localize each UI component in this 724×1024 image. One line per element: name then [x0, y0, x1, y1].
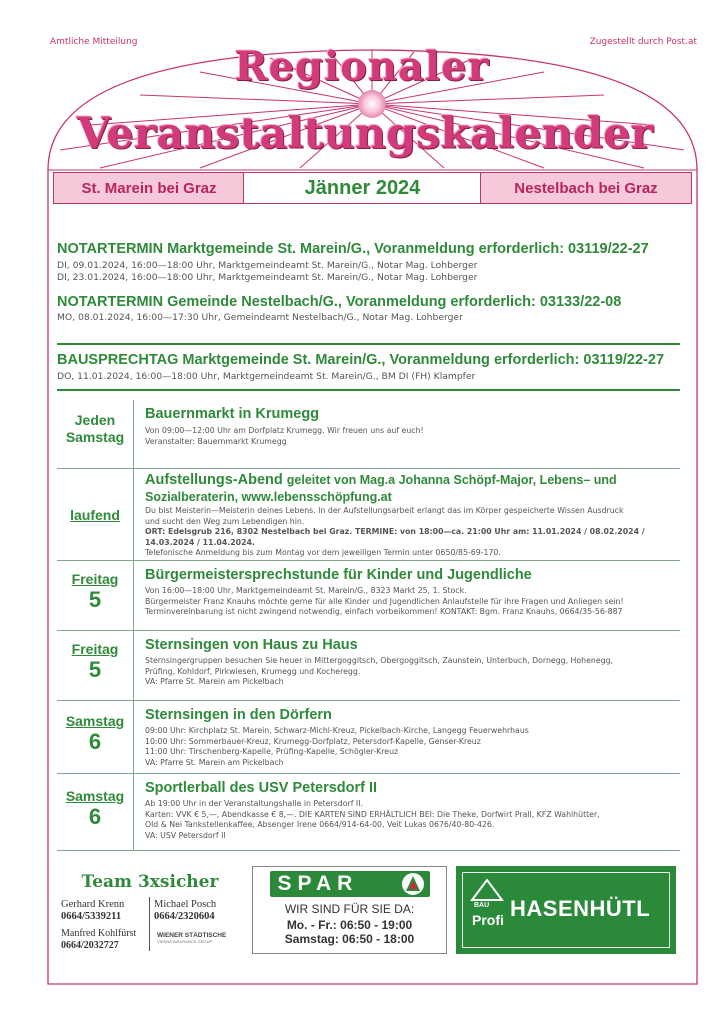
notar-heading-1: NOTARTERMIN Marktgemeinde St. Marein/G., Voranmeldung erforderlich: 03119/22-27 — [57, 241, 649, 257]
spar-tree-icon — [402, 873, 424, 895]
event-day-number: 6 — [88, 729, 102, 754]
spar-line3: Samstag: 06:50 - 18:00 — [284, 932, 415, 946]
event-day-number: 6 — [88, 804, 102, 829]
team-3xsicher-ad — [57, 866, 243, 954]
event-line: Ab 19:00 Uhr in der Veranstaltungshalle in Petersdorf II. — [145, 799, 364, 808]
divider — [57, 343, 680, 345]
team-p3-name: Manfred Kohlfürst — [61, 928, 137, 939]
event-title: Sternsingen in den Dörfern — [145, 707, 332, 723]
event-day-number: 5 — [88, 657, 102, 682]
event-line: VA: USV Petersdorf II — [145, 830, 226, 840]
event-line: und sucht den Weg zum Lebendigen hin. — [145, 516, 305, 526]
event-line: Telefonische Anmeldung bis zum Montag vor dem jeweiligen Termin unter 0650/85-69-170. — [145, 548, 501, 558]
team-p2-phone: 0664/2320604 — [154, 911, 215, 922]
spar-line2: Mo. - Fr.: 06:50 - 19:00 — [286, 918, 413, 932]
event-title: Bürgermeistersprechstunde für Kinder und Jugendliche — [145, 567, 532, 583]
event-line: Von 16:00—18:00 Uhr, Marktgemeindeamt St. Marein/G., 8323 Markt 25, 1. Stock. — [145, 586, 467, 595]
event-line: Sternsingergruppen besuchen Sie heuer in Mittergoggitsch, Obergoggitsch, Zaunstein, Unterbuch, Dornegg, Hohenegg, — [145, 656, 614, 665]
notar-line-1b: DI, 23.01.2024, 16:00—18:00 Uhr, Marktgemeindeamt St. Marein/G., Notar Mag. Lohberger — [57, 272, 478, 283]
event-row — [57, 700, 680, 774]
notar-line-1a: DI, 09.01.2024, 16:00—18:00 Uhr, Marktgemeindeamt St. Marein/G., Notar Mag. Lohberger — [57, 260, 478, 271]
bauprofi-logo — [470, 878, 504, 940]
event-day-number: 5 — [88, 587, 102, 612]
bauprofi-roof-icon — [470, 878, 504, 940]
event-day: laufend — [70, 507, 120, 523]
hasenhuetl-name: HASENHÜTL — [510, 896, 651, 921]
event-line: Karten: VVK € 5,—, Abendkasse € 8,—. DIE KARTEN SIND ERHÄLTLICH BEI: Die Theke, Dorfwirt Prall, KFZ Wahlhütter, — [145, 809, 600, 819]
event-line: 10:00 Uhr: Sommerbauer-Kreuz, Krumegg-Dorfplatz, Petersdorf-Kapelle, Genser-Kreuz — [145, 736, 481, 746]
event-date — [57, 561, 134, 631]
event-line: 14.03.2024 / 11.04.2024. — [145, 537, 255, 547]
insurer-name: WIENER STÄDTISCHE — [157, 932, 227, 939]
bausprechtag-heading: BAUSPRECHTAG Marktgemeinde St. Marein/G., Voranmeldung erforderlich: 03119/22-27 — [57, 352, 665, 368]
event-row — [57, 400, 680, 468]
hasenhuetl-ad — [456, 866, 676, 954]
delivery-note-label: Zugestellt durch Post.at — [589, 37, 697, 47]
team-title: Team 3xsicher — [81, 872, 219, 892]
team-p2-name: Michael Posch — [154, 899, 217, 910]
event-day: Freitag — [71, 641, 119, 657]
title-line1: Regionaler — [234, 43, 490, 90]
event-line: Veranstalter: Bauernmarkt Krumegg — [145, 436, 287, 446]
event-title-sub: geleitet von Mag.a Johanna Schöpf-Major, Lebens– und — [286, 473, 617, 487]
notar-heading-2: NOTARTERMIN Gemeinde Nestelbach/G., Voranmeldung erforderlich: 03133/22-08 — [57, 294, 622, 310]
spar-logo-text: SPAR — [277, 872, 359, 895]
event-date — [57, 774, 134, 850]
event-title: Aufstellungs-Abend — [145, 472, 283, 488]
event-day: Samstag — [65, 713, 125, 729]
team-p3-phone: 0664/2032727 — [61, 940, 119, 951]
event-date — [57, 469, 134, 561]
event-row — [57, 773, 680, 851]
spar-logo — [270, 871, 430, 897]
event-day: Freitag — [71, 571, 119, 587]
event-row — [57, 630, 680, 701]
insurer-sub: VIENNA INSURANCE GROUP — [157, 939, 213, 944]
event-line: 09:00 Uhr: Kirchplatz St. Marein, Schwarz-Michl-Kreuz, Pickelbach-Kirche, Langegg Feuerwehrhaus — [145, 726, 529, 735]
event-date — [57, 631, 134, 701]
event-line: ORT: Edelsgrub 216, 8302 Nestelbach bei Graz. TERMINE: von 18:00—ca. 21:00 Uhr am: 11.01.2024 / 08.02.2024 / — [145, 527, 645, 537]
event-line: VA: Pfarre St. Marein am Pickelbach — [145, 677, 284, 687]
event-title-line2: Sozialberaterin, www.lebensschöpfung.at — [145, 490, 392, 504]
spar-line1: WIR SIND FÜR SIE DA: — [284, 902, 415, 916]
event-title: Sternsingen von Haus zu Haus — [145, 637, 358, 653]
bauprofi-top: BAU — [474, 902, 490, 909]
banner-nestelbach: Nestelbach bei Graz — [480, 172, 692, 204]
event-line: 11:00 Uhr: Tirschenberg-Kapelle, Prüfing-Kapelle, Schögler-Kreuz — [145, 747, 399, 757]
bauprofi-text: Profi — [472, 912, 504, 928]
event-row — [57, 560, 680, 631]
event-line: Terminvereinbarung ist nicht zwingend notwendig, einfach vorbeikommen! KONTAKT: Bgm. Franz Knauhs, 0664/35-56-887 — [145, 607, 623, 617]
official-notice-label: Amtliche Mitteilung — [50, 37, 138, 47]
event-date — [57, 701, 134, 774]
banner-month: Jänner 2024 — [243, 172, 482, 204]
banner-st-marein: St. Marein bei Graz — [53, 172, 245, 204]
event-line: Du bist Meisterin—Meisterin deines Lebens. In der Aufstellungsarbeit erlangt das im Körper gespeicherte Wissen Ausdruck — [145, 506, 624, 515]
event-line: Von 09:00—12:00 Uhr am Dorfplatz Krumegg. Wir freuen uns auf euch! — [145, 426, 424, 435]
event-line: Bürgermeister Franz Knauhs möchte gerne für alle Kinder und Jugendlichen Anlaufstelle für ihre Fragen und Anliegen sein! — [145, 596, 624, 606]
event-day: Jeden Samstag — [65, 412, 125, 445]
event-line: Prüfing, Kohldorf, Pirkwiesen, Krumegg und Kocheregg. — [145, 666, 361, 676]
notar-line-2a: MO, 08.01.2024, 16:00—17:30 Uhr, Gemeindeamt Nestelbach/G., Notar Mag. Lohberger — [57, 312, 463, 323]
event-line: Old & Nei Tankstellenkaffee, Absenger Irene 0664/914-64-00, Veit Lukas 0676/40-80-426. — [145, 820, 495, 830]
event-day: Samstag — [65, 788, 125, 804]
event-title: Bauernmarkt in Krumegg — [145, 406, 320, 422]
event-title: Sportlerball des USV Petersdorf II — [145, 780, 378, 796]
team-p1-phone: 0664/5339211 — [61, 911, 122, 922]
bausprechtag-line: DO, 11.01.2024, 16:00—18:00 Uhr, Marktgemeindeamt St. Marein/G., BM DI (FH) Klampfer — [57, 371, 476, 382]
event-row — [57, 468, 680, 561]
event-date — [57, 400, 134, 468]
divider — [57, 389, 680, 391]
team-p1-name: Gerhard Krenn — [61, 899, 125, 910]
spar-ad — [252, 866, 447, 954]
event-line: VA: Pfarre St. Marein am Pickelbach — [145, 757, 284, 767]
title-line2: Veranstaltungskalender — [76, 109, 654, 159]
